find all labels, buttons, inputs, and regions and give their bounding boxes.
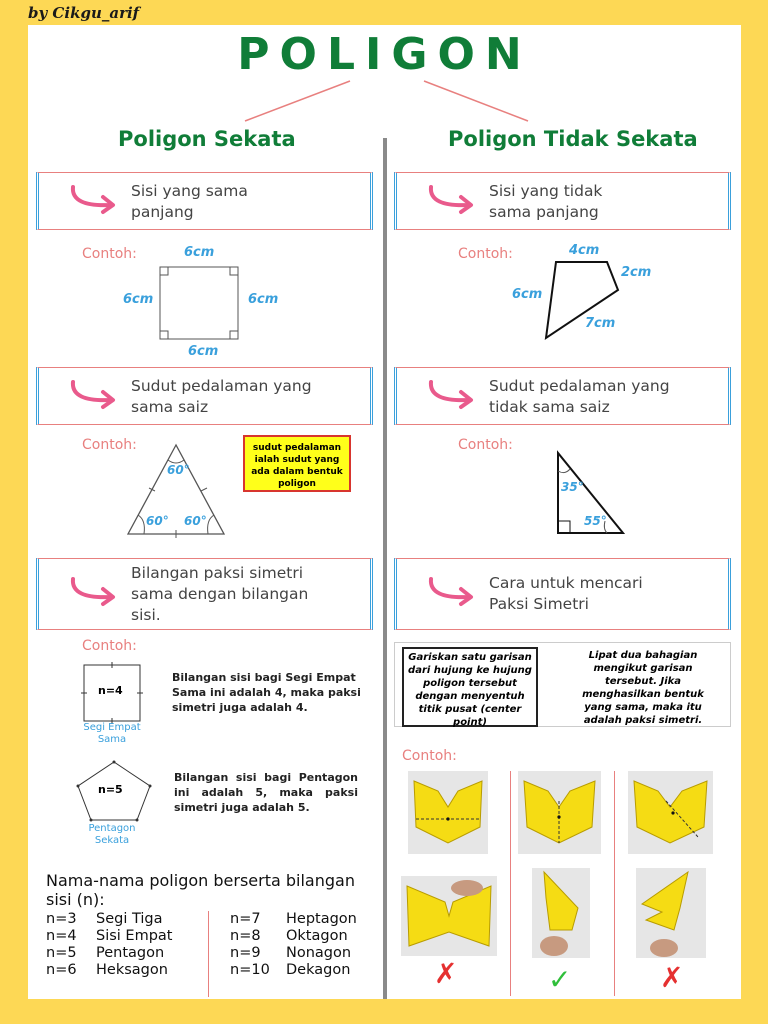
left-box-symmetry (36, 558, 373, 630)
contoh-label: Contoh: (458, 437, 513, 453)
right-box-find-symmetry (394, 558, 731, 630)
left-heading: Poligon Sekata (118, 127, 296, 151)
side-length-bottom: 7cm (585, 316, 616, 331)
square-diagram (158, 265, 243, 343)
curved-arrow-icon (425, 183, 477, 217)
list-item: n=6 Heksagon (46, 962, 168, 978)
contoh-label: Contoh: (82, 246, 137, 262)
box-text: Sudut pedalaman yang sama saiz (131, 377, 312, 416)
list-item: n=7 Heptagon (230, 911, 357, 927)
list-item: n=9 Nonagon (230, 945, 352, 961)
box-text: Cara untuk mencari Paksi Simetri (489, 574, 643, 613)
pentagon-description: Bilangan sisi bagi Pentagon ini adalah 5, maka paksi simetri juga adalah 5. (174, 771, 358, 814)
angle-top: 60° (167, 463, 190, 477)
box-text: Sisi yang tidak sama panjang (489, 182, 603, 221)
box-text: Sudut pedalaman yang tidak sama saiz (489, 377, 670, 416)
contoh-label: Contoh: (82, 638, 137, 654)
side-length-bottom: 6cm (188, 344, 219, 359)
angle-right: 60° (184, 514, 207, 528)
photo-divider (614, 771, 615, 996)
angle-top: 35° (561, 480, 584, 494)
page-title: POLIGON (237, 29, 532, 80)
side-length-top: 6cm (184, 245, 215, 260)
right-box-unequal-angles (394, 367, 731, 425)
equilateral-triangle-diagram (124, 441, 228, 545)
folded-result-photo-3 (636, 868, 706, 958)
method-step-2: Lipat dua bahagian mengikut garisan tersebut. Jika menghasilkan bentuk yang sama, maka itu adalah paksi simetri. (582, 650, 704, 726)
list-item: n=10 Dekagon (230, 962, 351, 978)
curved-arrow-icon (425, 575, 477, 609)
folded-paper-photo-1 (408, 771, 488, 854)
folded-result-photo-2 (532, 868, 590, 958)
curved-arrow-icon (67, 183, 119, 217)
left-box-equal-sides (36, 172, 373, 230)
correct-mark-icon: ✓ (548, 963, 572, 996)
contoh-label: Contoh: (458, 246, 513, 262)
left-box-equal-angles (36, 367, 373, 425)
title-connectors (28, 25, 741, 135)
square-name-label: Segi Empat Sama (83, 722, 141, 745)
method-step-1: Gariskan satu garisan dari hujung ke hujung poligon tersebut dengan menyentuh titik pusat (center point) (402, 647, 538, 727)
pentagon-n-label: n=5 (98, 783, 123, 796)
box-text: Bilangan paksi simetri sama dengan bilangan sisi. (131, 564, 309, 624)
photo-divider (510, 771, 511, 996)
list-item: n=4 Sisi Empat (46, 928, 173, 944)
side-length-left: 6cm (123, 292, 154, 307)
folded-paper-photo-3 (628, 771, 713, 854)
square-description: Bilangan sisi bagi Segi Empat Sama ini adalah 4, maka paksi simetri juga adalah 4. (172, 671, 361, 714)
names-divider (208, 911, 209, 997)
poster-sheet (28, 25, 741, 999)
side-length-left: 6cm (512, 287, 543, 302)
square-n-label: n=4 (98, 684, 123, 697)
list-item: n=8 Oktagon (230, 928, 348, 944)
incorrect-mark-icon: ✗ (434, 957, 458, 990)
right-heading: Poligon Tidak Sekata (448, 127, 698, 151)
pentagon-name-label: Pentagon Sekata (88, 823, 136, 846)
angle-bottom: 55° (584, 514, 607, 528)
curved-arrow-icon (67, 378, 119, 412)
side-length-top: 4cm (569, 243, 600, 258)
angle-left: 60° (146, 514, 169, 528)
side-length-right: 6cm (248, 292, 279, 307)
side-length-right: 2cm (621, 265, 652, 280)
folded-result-photo-1 (401, 876, 497, 956)
right-box-unequal-sides (394, 172, 731, 230)
list-item: n=3 Segi Tiga (46, 911, 163, 927)
incorrect-mark-icon: ✗ (660, 961, 684, 994)
list-item: n=5 Pentagon (46, 945, 165, 961)
names-list-right (230, 911, 357, 979)
curved-arrow-icon (425, 378, 477, 412)
folded-paper-photo-2 (518, 771, 601, 854)
column-divider (383, 138, 387, 999)
author-credit: by Cikgu_arif (28, 4, 140, 22)
curved-arrow-icon (67, 575, 119, 609)
names-list-left (46, 911, 173, 979)
box-text: Sisi yang sama panjang (131, 182, 248, 221)
contoh-label: Contoh: (82, 437, 137, 453)
contoh-label: Contoh: (402, 748, 457, 764)
polygon-names-title: Nama-nama poligon berserta bilangan sisi (n): (46, 871, 355, 909)
interior-angle-note: sudut pedalaman ialah sudut yang ada dalam bentuk poligon (243, 435, 351, 492)
